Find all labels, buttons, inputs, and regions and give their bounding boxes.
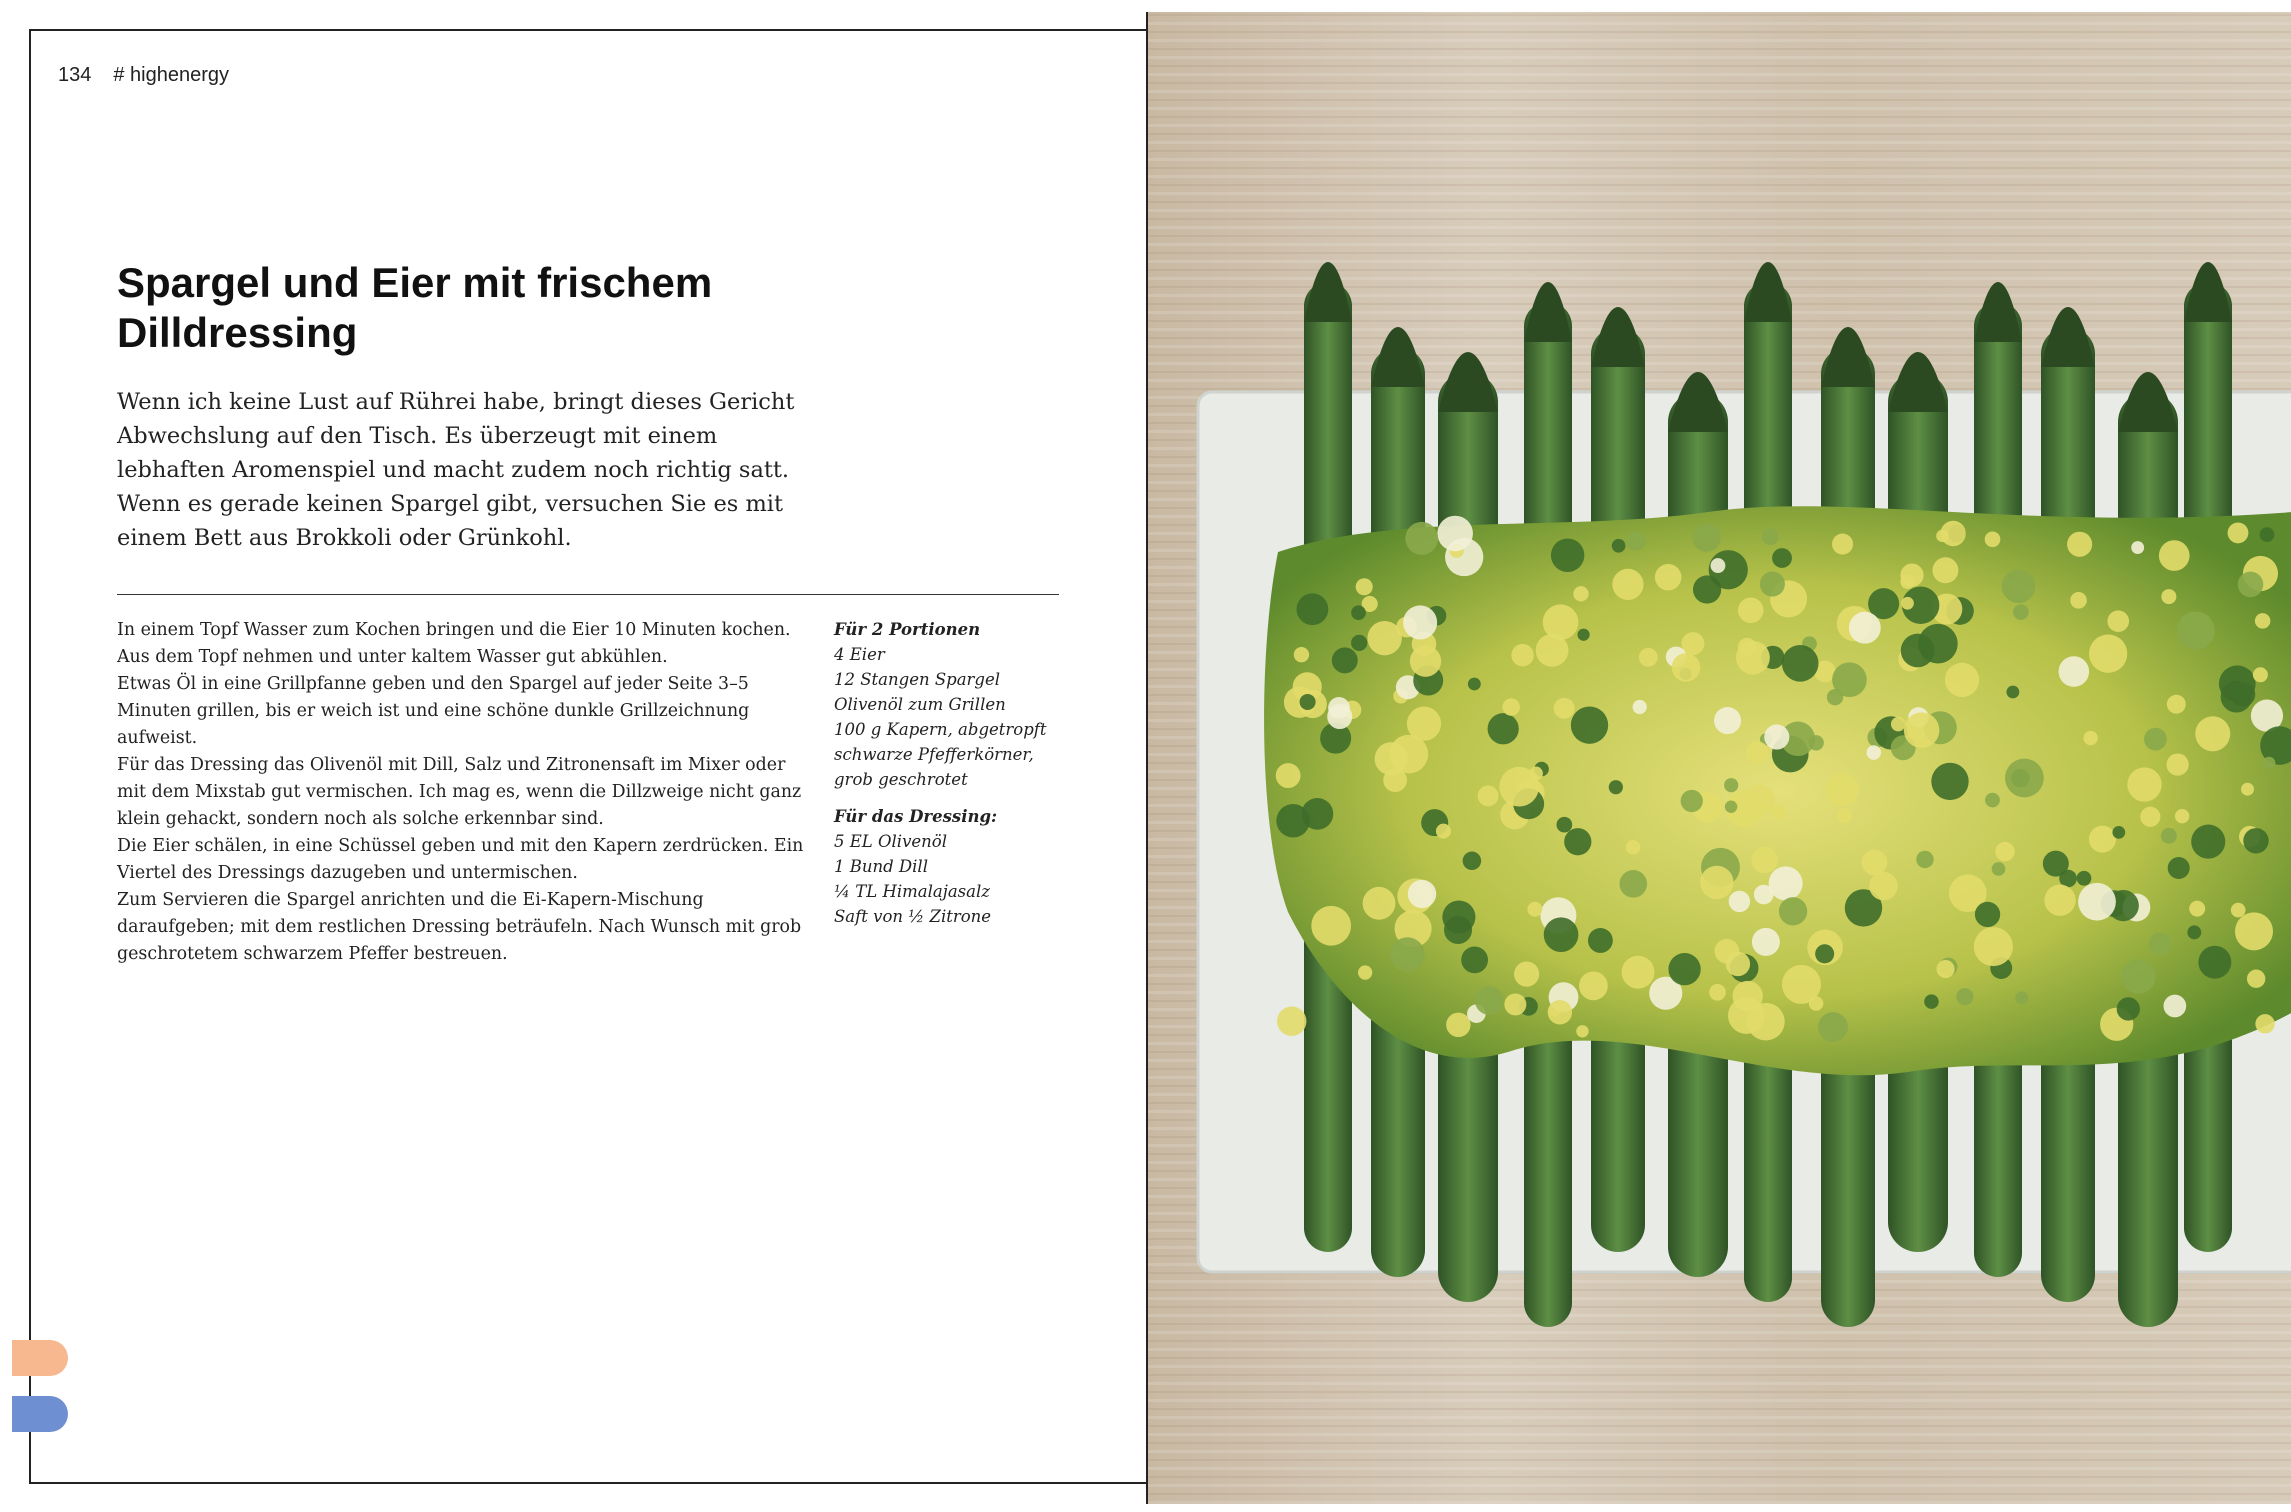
recipe-intro: Wenn ich keine Lust auf Rührei habe, bringt dieses Gericht Abwechslung auf den Tisch. Es überzeugt mit einem lebhaften Aromenspiel und macht zudem noch richtig satt. Wenn es gerade keinen Spargel gibt, versuchen Sie es mit einem Bett aus Brokkoli oder Grünkohl. [117, 389, 795, 551]
page-header [58, 64, 251, 87]
method-step: Die Eier schälen, in eine Schüssel geben und mit den Kapern zerdrücken. Ein Viertel des Dressings dazugeben und untermischen. [117, 836, 804, 883]
ingredient-item: 1 Bund Dill [834, 857, 928, 876]
recipe-title: Spargel und Eier mit frischem Dilldressing [117, 259, 713, 357]
ingredients-dressing-title: Für das Dressing: [834, 807, 998, 826]
chapter-tab-blue [12, 1396, 68, 1432]
ingredient-item: 4 Eier [834, 645, 885, 664]
ingredients-list [834, 617, 1074, 929]
method-text [117, 617, 817, 968]
method-step: Für das Dressing das Olivenöl mit Dill, Salz und Zitronensaft im Mixer oder mit dem Mixstab gut vermischen. Ich mag es, wenn die Dillzweige nicht ganz klein gehackt, sondern noch als solche erkennbar sind. [117, 755, 802, 829]
section-tag: # highenergy [113, 64, 230, 86]
ingredient-item: ¼ TL Himalajasalz [834, 882, 990, 901]
ingredients-main-title: Für 2 Portionen [834, 620, 981, 639]
chapter-tab-orange [12, 1340, 68, 1376]
ingredient-item: schwarze Pfefferkörner, grob geschrotet [834, 745, 1034, 789]
ingredients-dressing [834, 804, 1074, 929]
food-photo-asparagus-eggs-dill-icon [1148, 12, 2291, 1504]
divider-rule [117, 594, 1059, 595]
ingredients-main [834, 617, 1074, 792]
ingredient-item: 5 EL Olivenöl [834, 832, 947, 851]
food-photo [1146, 12, 2291, 1504]
method-step: Zum Servieren die Spargel anrichten und die Ei-Kapern-Mischung daraufgeben; mit dem restlichen Dressing beträufeln. Nach Wunsch mit grob geschrotetem schwarzem Pfeffer bestreuen. [117, 890, 802, 964]
ingredient-item: 12 Stangen Spargel [834, 670, 1001, 689]
method-step: Etwas Öl in eine Grillpfanne geben und den Spargel auf jeder Seite 3–5 Minuten grillen, bis er weich ist und eine schöne dunkle Grillzeichnung aufweist. [117, 674, 750, 748]
ingredient-item: Saft von ½ Zitrone [834, 907, 992, 926]
ingredient-item: Olivenöl zum Grillen [834, 695, 1006, 714]
method-step: In einem Topf Wasser zum Kochen bringen und die Eier 10 Minuten kochen. Aus dem Topf nehmen und unter kaltem Wasser gut abkühlen. [117, 620, 791, 667]
page-number: 134 [58, 64, 92, 86]
ingredient-item: 100 g Kapern, abgetropft [834, 720, 1047, 739]
